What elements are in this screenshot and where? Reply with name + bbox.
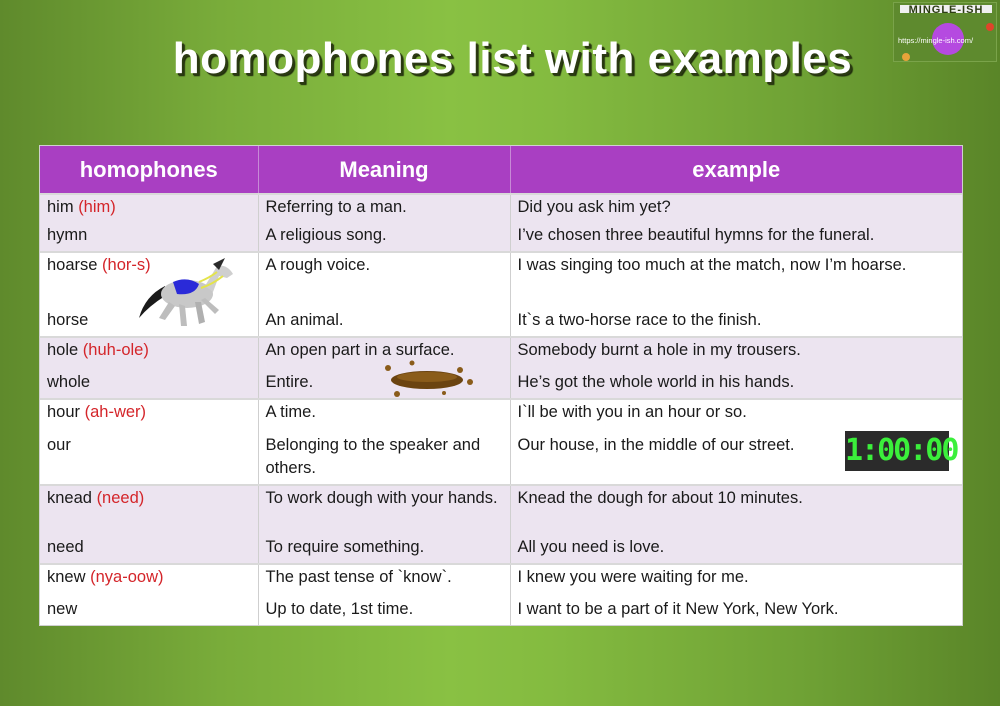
- homophone-cell: [40, 399, 258, 430]
- homophone-word: him: [47, 198, 74, 216]
- homophone-word: hole: [47, 341, 79, 359]
- horse-icon: [135, 256, 235, 330]
- example-cell: Our house, in the middle of our street.: [510, 430, 962, 485]
- homophone-word: new: [47, 600, 78, 618]
- homophone-word: need: [47, 538, 84, 556]
- meaning-cell: An animal.: [258, 308, 510, 337]
- homophone-cell: [40, 337, 258, 368]
- meaning-cell: Up to date, 1st time.: [258, 595, 510, 625]
- homophone-cell: [40, 368, 258, 399]
- homophone-word: hour: [47, 403, 81, 421]
- meaning-cell: Belonging to the speaker and others.: [258, 430, 510, 485]
- header-homophones: homophones: [40, 146, 258, 194]
- table-row: [40, 194, 962, 221]
- site-logo[interactable]: [893, 2, 997, 62]
- example-cell: Did you ask him yet?: [510, 194, 962, 221]
- example-cell: Somebody burnt a hole in my trousers.: [510, 337, 962, 368]
- homophone-word: knead: [47, 489, 92, 507]
- example-cell: All you need is love.: [510, 533, 962, 564]
- homophone-cell: [40, 485, 258, 533]
- meaning-cell: A rough voice.: [258, 252, 510, 308]
- meaning-cell: The past tense of `know`.: [258, 564, 510, 595]
- example-cell: I’ve chosen three beautiful hymns for the funeral.: [510, 221, 962, 252]
- pronunciation: (ah-wer): [84, 403, 147, 421]
- table-row: [40, 430, 962, 485]
- meaning-cell: Referring to a man.: [258, 194, 510, 221]
- meaning-cell: A religious song.: [258, 221, 510, 252]
- homophone-word: hoarse: [47, 256, 98, 274]
- example-cell: It`s a two-horse race to the finish.: [510, 308, 962, 337]
- homophone-cell: [40, 194, 258, 221]
- homophone-word: knew: [47, 568, 86, 586]
- digital-clock-icon: 1:00:00: [845, 431, 949, 471]
- table-row: [40, 533, 962, 564]
- homophone-word: whole: [47, 373, 91, 391]
- header-example: example: [510, 146, 962, 194]
- homophone-word: our: [47, 436, 71, 454]
- table-header-row: [40, 146, 962, 194]
- example-cell: I was singing too much at the match, now I’m hoarse.: [510, 252, 962, 308]
- homophone-cell: [40, 564, 258, 595]
- pronunciation: (him): [78, 198, 116, 216]
- homophone-cell: [40, 221, 258, 252]
- hole-icon: [372, 360, 477, 400]
- meaning-cell: To work dough with your hands.: [258, 485, 510, 533]
- example-cell: Knead the dough for about 10 minutes.: [510, 485, 962, 533]
- homophone-word: horse: [47, 311, 89, 329]
- meaning-cell: To require something.: [258, 533, 510, 564]
- table-row: [40, 399, 962, 430]
- page-title: homophones list with examples: [172, 34, 853, 83]
- table-row: [40, 564, 962, 595]
- pronunciation: (huh-ole): [82, 341, 149, 359]
- table-row: [40, 595, 962, 625]
- pronunciation: (hor-s): [102, 256, 151, 274]
- pronunciation: (need): [96, 489, 145, 507]
- homophone-word: hymn: [47, 226, 88, 244]
- meaning-cell: Entire.: [258, 368, 510, 399]
- logo-orange-dot-icon: [902, 53, 910, 61]
- homophones-table: [39, 145, 963, 626]
- homophone-cell: [40, 533, 258, 564]
- meaning-cell: An open part in a surface.: [258, 337, 510, 368]
- homophone-cell: [40, 595, 258, 625]
- homophone-cell: [40, 430, 258, 485]
- logo-name: MINGLE-ISH: [908, 4, 984, 16]
- pronunciation: (nya-oow): [90, 568, 164, 586]
- example-cell: I`ll be with you in an hour or so.: [510, 399, 962, 430]
- logo-url[interactable]: https://mingle-ish.com/: [898, 36, 974, 45]
- table-row: [40, 485, 962, 533]
- logo-red-dot-icon: [986, 23, 994, 31]
- table-row: [40, 337, 962, 368]
- example-cell: He’s got the whole world in his hands.: [510, 368, 962, 399]
- table-row: [40, 221, 962, 252]
- example-cell: I want to be a part of it New York, New York.: [510, 595, 962, 625]
- example-cell: I knew you were waiting for me.: [510, 564, 962, 595]
- table-row: [40, 368, 962, 399]
- header-meaning: Meaning: [258, 146, 510, 194]
- meaning-cell: A time.: [258, 399, 510, 430]
